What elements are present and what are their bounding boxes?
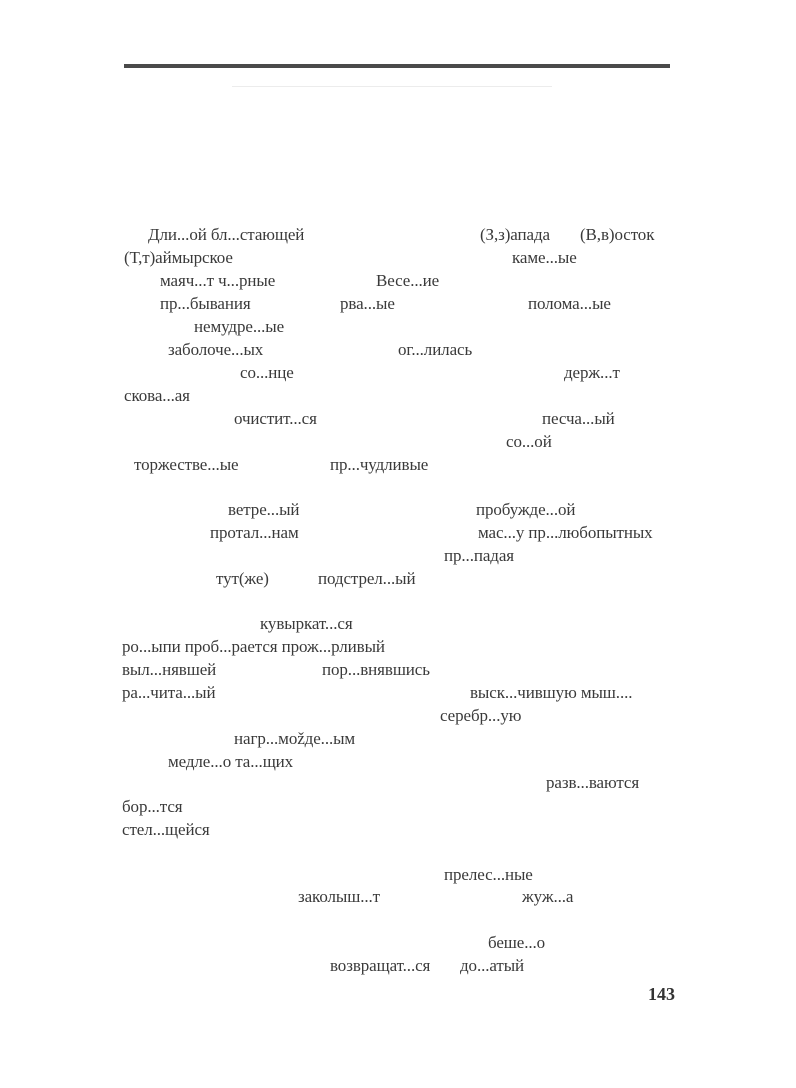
word: заболоче...ых bbox=[168, 340, 264, 359]
word: пр...падая bbox=[444, 546, 515, 565]
word: беше...о bbox=[488, 933, 546, 952]
word: серебр...ую bbox=[440, 706, 522, 725]
word: выск...чившую мыш.... bbox=[470, 683, 633, 702]
word: Дли...ой бл...стающей bbox=[148, 225, 305, 244]
word: ро...ыпи проб...рается прож...рливый bbox=[122, 637, 385, 656]
word: ра...чита...ый bbox=[122, 683, 216, 702]
word: заколыш...т bbox=[298, 887, 381, 906]
word: кувыркат...ся bbox=[260, 614, 353, 633]
word: стел...щейся bbox=[122, 820, 210, 839]
word: до...атый bbox=[460, 956, 525, 975]
page-number: 143 bbox=[648, 984, 675, 1004]
word: скова...ая bbox=[124, 386, 190, 405]
word: нагр...мožде...ым bbox=[234, 729, 356, 748]
word: (З,з)апада bbox=[480, 225, 550, 244]
word: рва...ые bbox=[340, 294, 395, 313]
word: очистит...ся bbox=[234, 409, 317, 428]
word: пробужде...ой bbox=[476, 500, 576, 519]
word: полома...ые bbox=[528, 294, 611, 313]
faint-rule bbox=[232, 86, 552, 87]
word: пр...чудливые bbox=[330, 455, 429, 474]
word: протал...нам bbox=[210, 523, 299, 542]
word: песча...ый bbox=[542, 409, 615, 428]
word: (Т,т)аймырское bbox=[124, 248, 233, 267]
word: ог...лилась bbox=[398, 340, 473, 359]
word: бор...тся bbox=[122, 797, 183, 816]
word: ветре...ый bbox=[228, 500, 300, 519]
word: возвращат...ся bbox=[330, 956, 431, 975]
word: разв...ваются bbox=[546, 773, 640, 792]
header-rule bbox=[124, 64, 670, 68]
word: прелес...ные bbox=[444, 865, 533, 884]
word: выл...нявшей bbox=[122, 660, 217, 679]
word: каме...ые bbox=[512, 248, 577, 267]
word: маяч...т ч...рные bbox=[160, 271, 276, 290]
word: со...ой bbox=[506, 432, 552, 451]
word: мас...у пр...любопытных bbox=[478, 523, 653, 542]
word: со...нце bbox=[240, 363, 294, 382]
word: держ...т bbox=[564, 363, 620, 382]
word: медле...о та...щих bbox=[168, 752, 294, 771]
word: тут(же) bbox=[216, 569, 269, 588]
word: торжестве...ые bbox=[134, 455, 239, 474]
word: немудре...ые bbox=[194, 317, 285, 336]
word: Весе...ие bbox=[376, 271, 440, 290]
word: (В,в)осток bbox=[580, 225, 655, 244]
word: пр...бывания bbox=[160, 294, 251, 313]
word: подстрел...ый bbox=[318, 569, 416, 588]
word: жуж...а bbox=[522, 887, 574, 906]
word: пор...внявшись bbox=[322, 660, 430, 679]
